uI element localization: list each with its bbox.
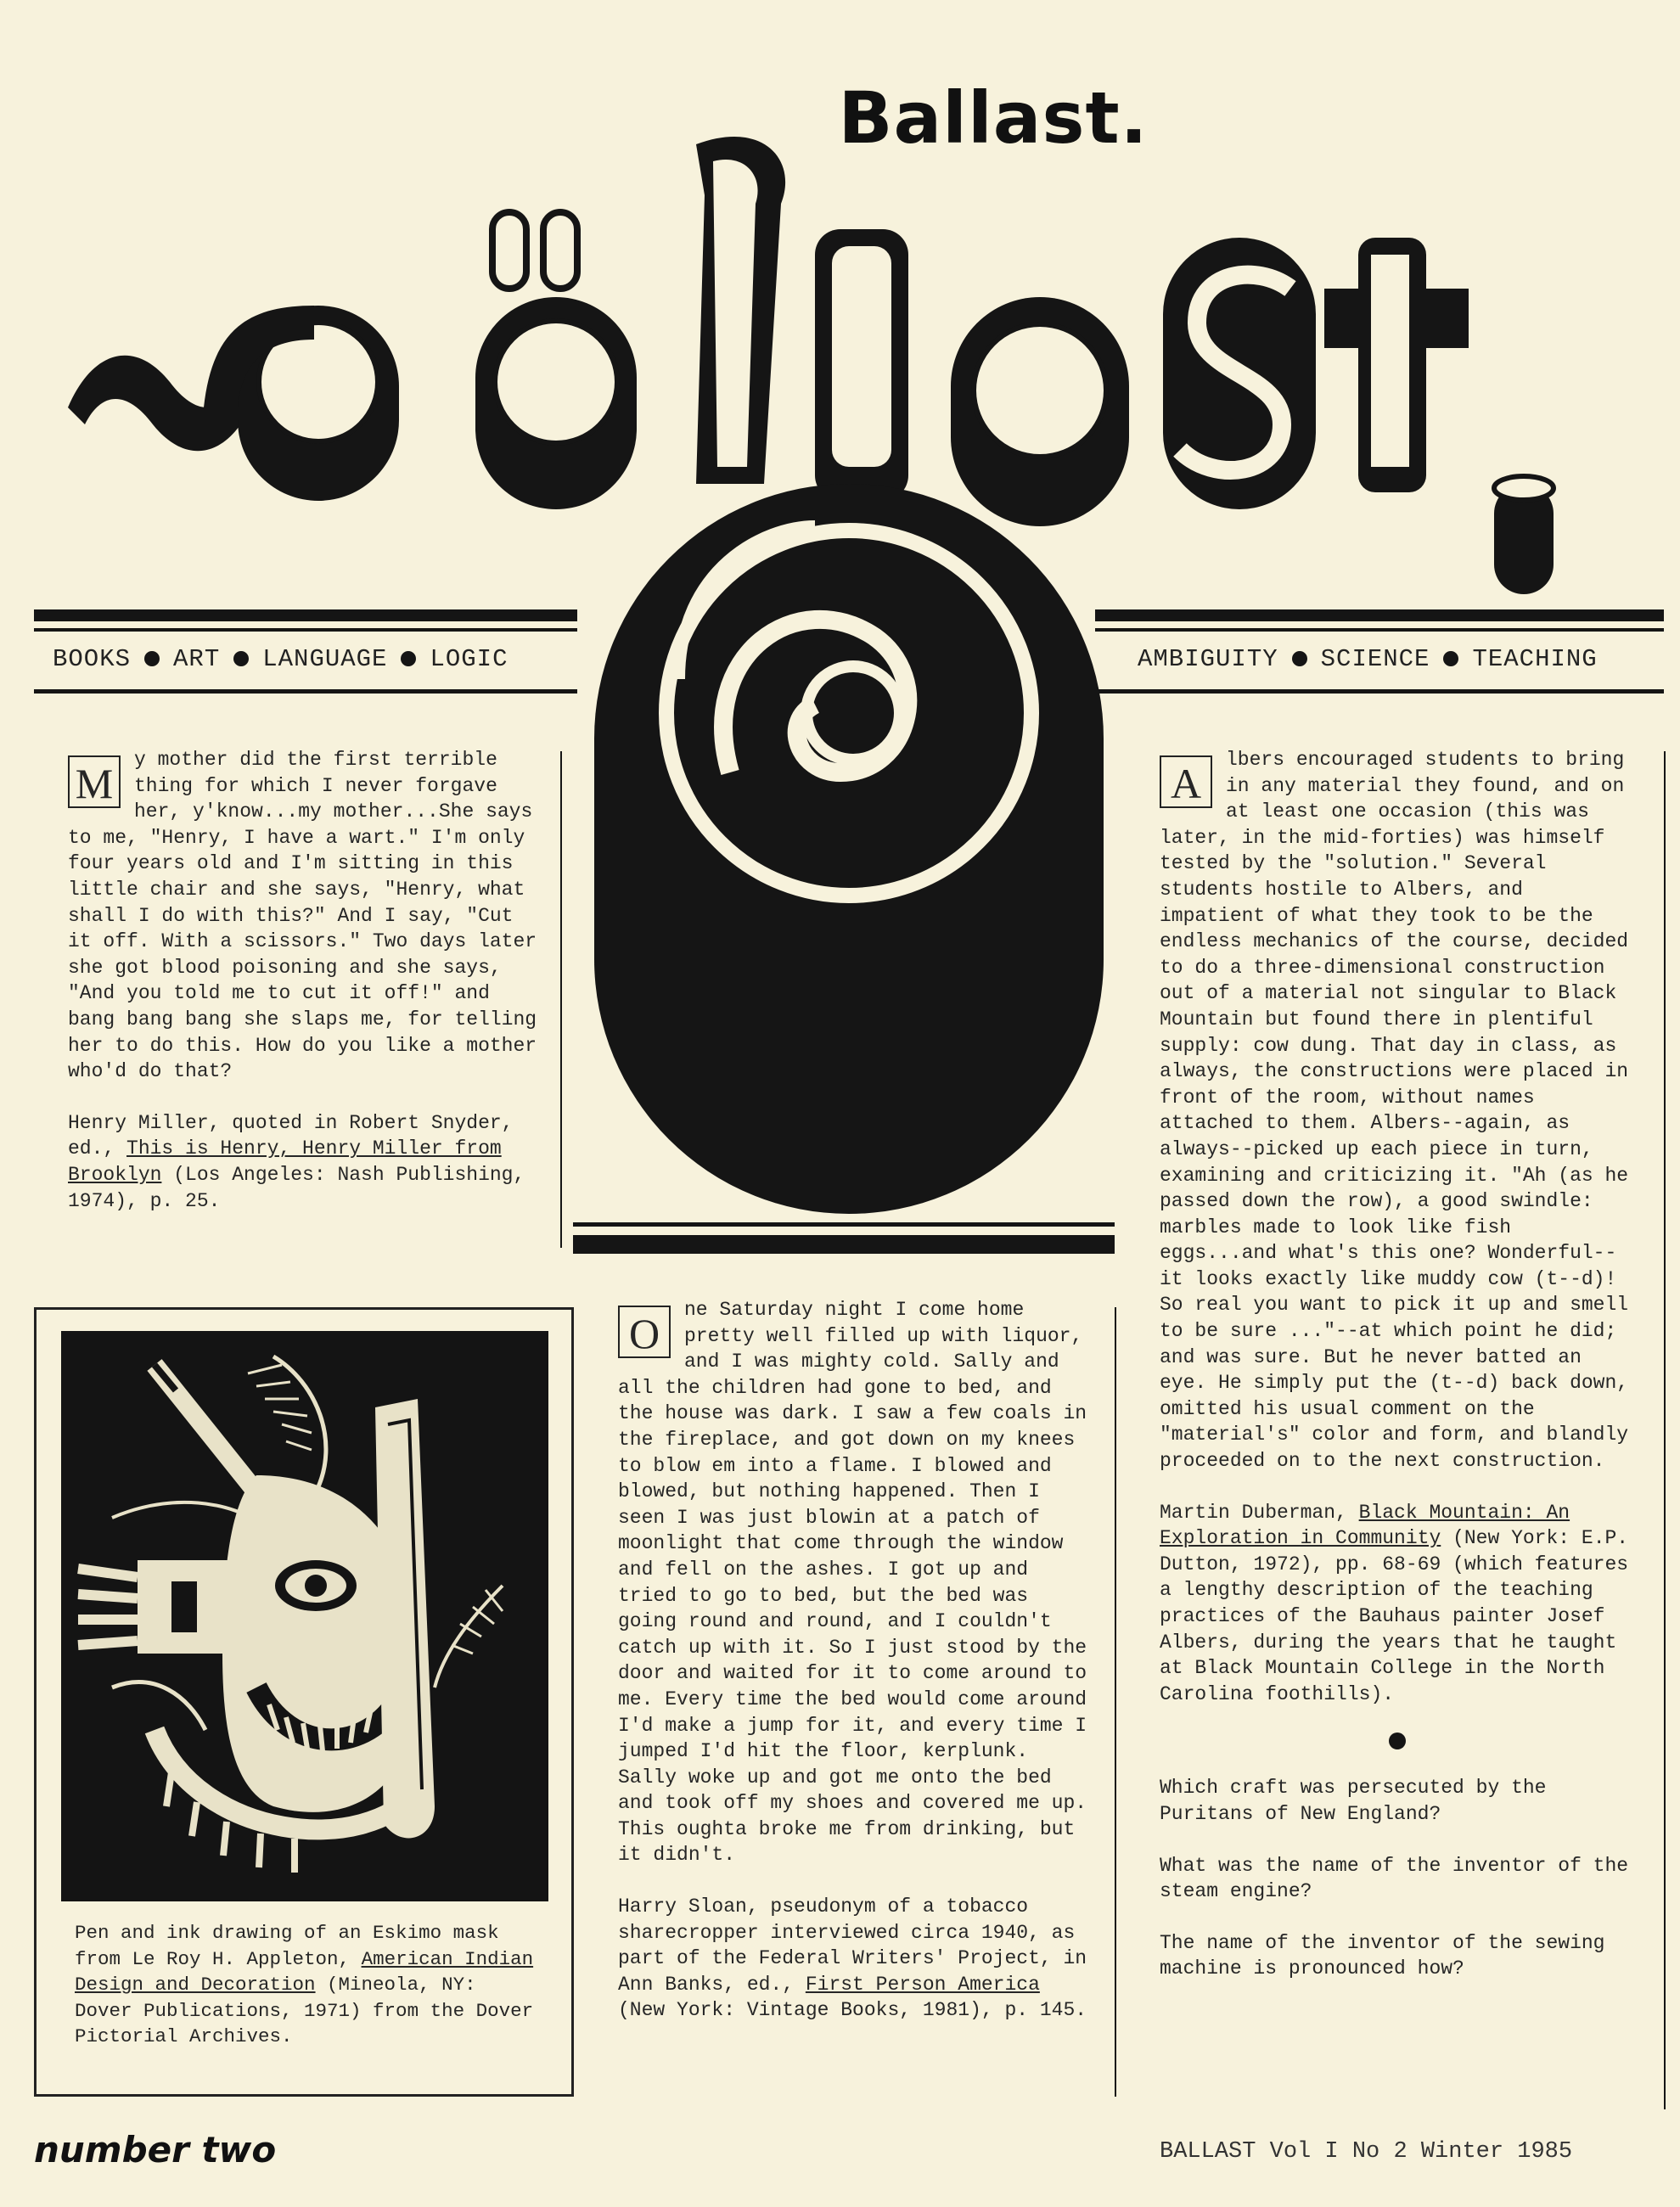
drop-cap: A [1160,755,1212,808]
category-books: BOOKS [53,645,132,673]
question-3: The name of the inventor of the sewing machine is pronounced how? [1160,1931,1605,1980]
question-2: What was the name of the inventor of the steam engine? [1160,1854,1629,1903]
category-language: LANGUAGE [262,645,388,673]
book-title: Black Mountain: An Exploration in Community [1160,1501,1570,1550]
question-1: Which craft was persecuted by the Puritans of New England? [1160,1777,1547,1825]
category-teaching: TEACHING [1472,645,1598,673]
issue-info: BALLAST Vol I No 2 Winter 1985 [1160,2139,1573,2165]
bullet-icon [1443,651,1458,666]
article-citation: Martin Duberman, Black Mountain: An Exploration in Community (New York: E.P. Dutton, 1972), pp. 68-69 (which features a lengthy description of the teaching practices of the Bauhaus painter Josef Albers, during the years that he taught at Black Mountain College in the North Carolina foothills). [1160,1501,1629,1705]
rule-top-right [1095,609,1664,621]
category-art: ART [173,645,221,673]
article-citation: Harry Sloan, pseudonym of a tobacco sharecropper interviewed circa 1940, as part of the Federal Writers' Project, in Ann Banks, ed., First Person America (New York: Vintage Books, 1981), p. 145. [618,1895,1087,2022]
rule-top-right-thin [1095,628,1664,632]
issue-label: number two [34,2129,277,2170]
drop-cap: O [618,1306,671,1358]
category-nav-right [1138,645,1598,673]
article-miller [68,747,543,1214]
eskimo-mask-illustration [61,1331,548,1901]
book-title: First Person America [805,1973,1040,1996]
figure-caption: Pen and ink drawing of an Eskimo mask from Le Roy H. Appleton, American Indian Design and Decoration (Mineola, NY: Dover Publications, 1971) from the Dover Pictorial Archives. [75,1922,534,2048]
category-ambiguity: AMBIGUITY [1138,645,1278,673]
bullet-icon [1389,1732,1406,1749]
category-logic: LOGIC [430,645,508,673]
masthead-title: Ballast. [838,76,1149,160]
rule-logo-bottom [573,1235,1115,1254]
bullet-icon [1292,651,1307,666]
category-nav-left [53,645,508,673]
column-rule [1664,751,1666,2109]
article-sloan [618,1297,1093,2024]
category-science: SCIENCE [1320,645,1430,673]
article-citation: Henry Miller, quoted in Robert Snyder, ed., This is Henry, Henry Miller from Brooklyn (Los Angeles: Nash Publishing, 1974), p. 25. [68,1111,525,1212]
bullet-icon [144,651,160,666]
book-title: This is Henry, Henry Miller from Brooklyn [68,1137,502,1186]
article-body: ne Saturday night I come home pretty well filled up with liquor, and I was mighty cold. Sally and all the children had gone to bed, and the house was dark. I saw a few coals in the fireplace, and got down on my knees to blow em into a flame. I blowed and blowed, but nothing happened. Then I seen I was just blowin at a patch of moonlight that come through the window and fell on the ashes. I got up and tried to go to bed, but the bed was going round and round, and I couldn't catch up with it. So I just stood by the door and waited for it to come around to me. Every time the bed would come around I'd make a jump for it, and every time I jumped I'd hit the floor, kerplunk. Sally woke up and got me onto the bed and took off my shoes and covered me up. This oughta broke me from drinking, but it didn't. [618,1299,1087,1867]
column-rule [560,751,562,1248]
bullet-icon [401,651,416,666]
rule-logo-bottom-thin [573,1222,1115,1227]
bullet-icon [233,651,249,666]
rule-under-nav-right [1095,689,1664,694]
rule-top-left [34,609,577,621]
rule-under-nav-left [34,689,577,694]
book-title: American Indian Design and Decoration [75,1947,534,1996]
article-duberman [1160,747,1635,1982]
rule-top-left-thin [34,628,577,632]
drop-cap: M [68,755,121,808]
article-body: y mother did the first terrible thing for which I never forgave her, y'know...my mother...She says to me, "Henry, I have a wart." I'm only four years old and I'm sitting in this little chair and she says, "Henry, what shall I do with this?" And I say, "Cut it off. With a scissors." Two days later she got blood poisoning and she says, "And you told me to cut it off!" and bang bang bang she slaps me, for telling her to do this. How do you like a mother who'd do that? [68,749,537,1083]
article-body: lbers encouraged students to bring in any material they found, and on at least one occasion (this was later, in the mid-forties) was himself tested by the "solution." Several students hostile to Albers, and impatient of what they took to be the endless mechanics of the course, decided to do a three-dimensional construction out of a material not singular to Black Mountain but found there in plentiful supply: cow dung. That day in class, as always, the constructions were placed in front of the room, without names attached to them. Albers--again, as always--picked up each piece in turn, examining and criticizing it. "Ah (as he passed down the row), a good swindle: marbles made to look like fish eggs...and what's this one? Wonderful--it looks exactly like muddy cow (t--d)! So real you want to pick it up and smell to be sure ..."--at which point he did; and was sure. But he never batted an eye. He simply put the (t--d) back down, omitted his usual comment on the "material's" color and form, and blandly proceeded on to the next construction. [1160,749,1629,1473]
column-rule [1115,1307,1116,2097]
